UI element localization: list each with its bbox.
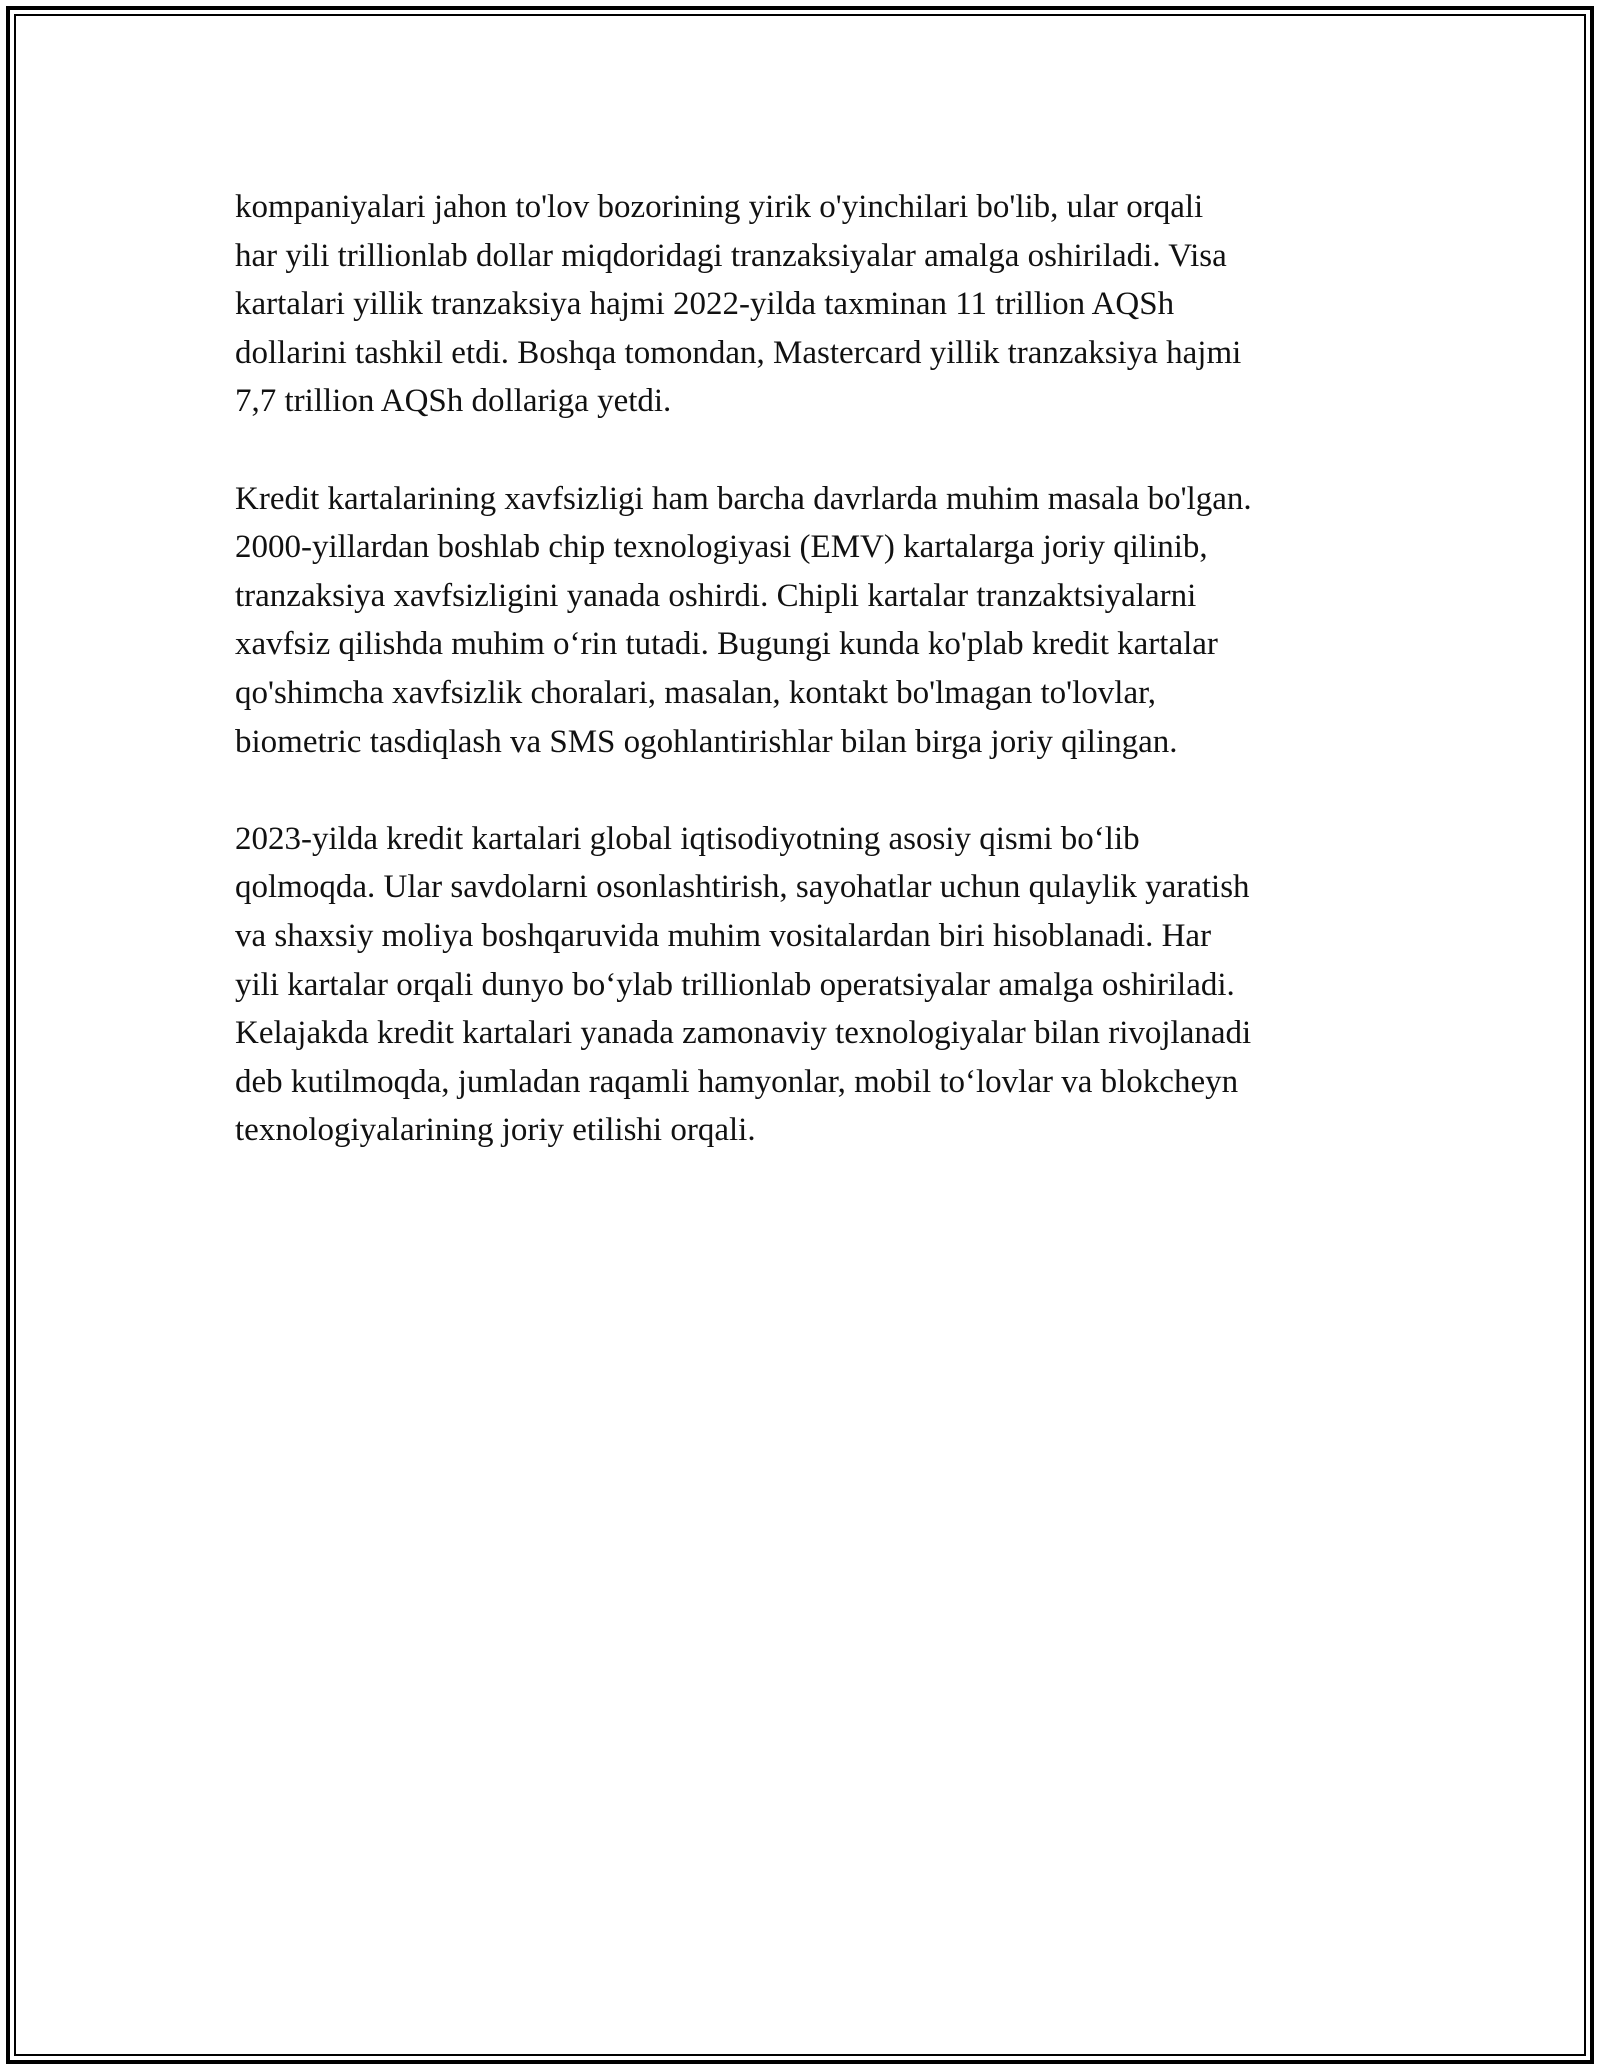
text-line: deb kutilmoqda, jumladan raqamli hamyonlar, mobil to‘lovlar va blokcheyn: [235, 1063, 1239, 1100]
paragraph-payment-networks: [235, 183, 1385, 426]
text-line: kompaniyalari jahon to'lov bozorining yirik o'yinchilari bo'lib, ular orqali: [235, 189, 1204, 225]
text-line: texnologiyalarining joriy etilishi orqali.: [235, 1112, 756, 1149]
text-line: dollarini tashkil etdi. Boshqa tomondan, Mastercard yillik tranzaksiya hajmi: [235, 334, 1242, 371]
text-line: kartalari yillik tranzaksiya hajmi 2022-yilda taxminan 11 trillion AQSh: [235, 286, 1175, 323]
document-body: [235, 183, 1385, 1203]
text-line: qolmoqda. Ular savdolarni osonlashtirish, sayohatlar uchun qulaylik yaratish: [235, 869, 1250, 906]
text-line: 2023-yilda kredit kartalari global iqtisodiyotning asosiy qismi bo‘lib: [235, 820, 1140, 857]
text-line: Kredit kartalarining xavfsizligi ham barcha davrlarda muhim masala bo'lgan.: [235, 480, 1252, 517]
text-line: va shaxsiy moliya boshqaruvida muhim vositalardan biri hisoblanadi. Har: [235, 917, 1212, 954]
text-line: tranzaksiya xavfsizligini yanada oshirdi. Chipli kartalar tranzaktsiyalarni: [235, 577, 1197, 614]
text-line: qo'shimcha xavfsizlik choralari, masalan, kontakt bo'lmagan to'lovlar,: [235, 674, 1157, 711]
text-line: Kelajakda kredit kartalari yanada zamonaviy texnologiyalar bilan rivojlanadi: [235, 1015, 1252, 1052]
text-line: yili kartalar orqali dunyo bo‘ylab trillionlab operatsiyalar amalga oshiriladi.: [235, 966, 1235, 1003]
paragraph-card-security: [235, 475, 1385, 767]
paragraph-future-outlook: [235, 815, 1385, 1155]
text-line: biometric tasdiqlash va SMS ogohlantirishlar bilan birga joriy qilingan.: [235, 723, 1178, 760]
text-line: har yili trillionlab dollar miqdoridagi tranzaksiyalar amalga oshiriladi. Visa: [235, 237, 1227, 274]
text-line: xavfsiz qilishda muhim o‘rin tutadi. Bugungi kunda ko'plab kredit kartalar: [235, 626, 1218, 663]
text-line: 7,7 trillion AQSh dollariga yetdi.: [235, 383, 672, 420]
text-line: 2000-yillardan boshlab chip texnologiyasi (EMV) kartalarga joriy qilinib,: [235, 529, 1208, 566]
